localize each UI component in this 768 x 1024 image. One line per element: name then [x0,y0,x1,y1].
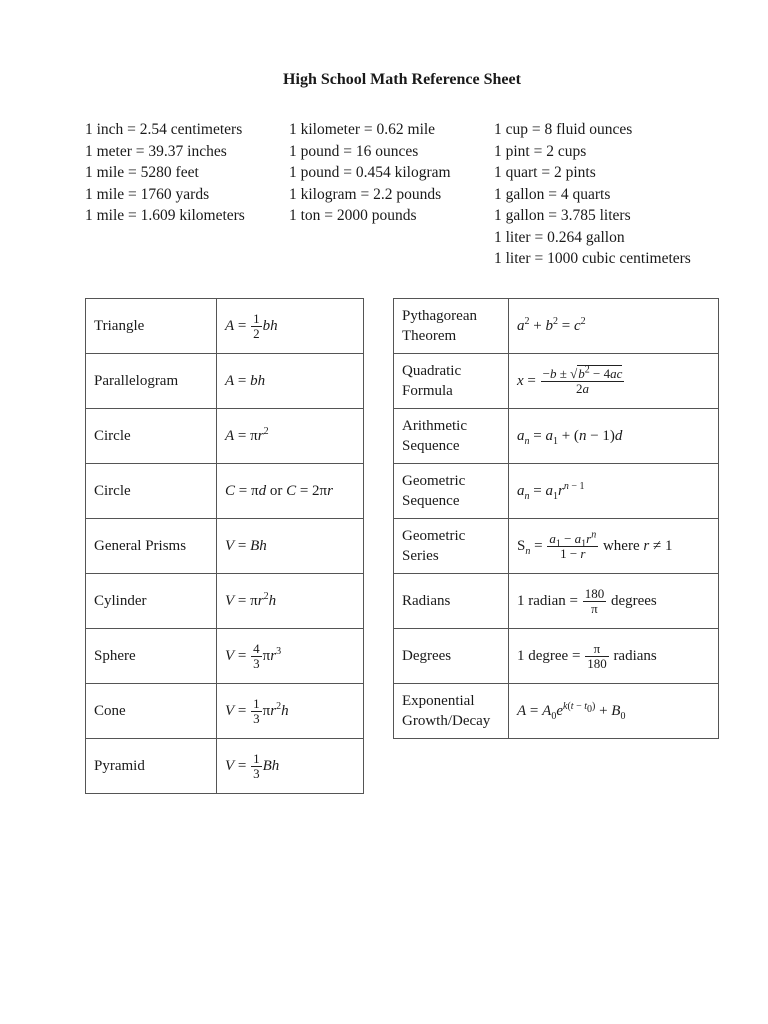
conversion-column-volume [494,119,691,270]
theorem-formulas-table [393,298,719,739]
formula-name: Geometric Series [394,519,509,574]
conversion-item: 1 quart = 2 pints [494,164,596,181]
shape-formulas-table [85,298,364,794]
formula-name: Sphere [86,629,217,684]
sphere-volume-formula: V = $\frac{4}{3}$ $\pi r^3$ [217,629,364,684]
geometric-sequence-formula: $a_n = a_1r^{n - 1}$ [509,464,719,519]
table-row [86,519,364,574]
conversion-item: 1 mile = 1.609 kilometers [85,207,245,224]
conversion-item: 1 gallon = 3.785 liters [494,207,631,224]
table-row [86,629,364,684]
exponential-formula: $A = A_0e^{k(t - t_0)} + B_0$ [509,684,719,739]
table-row [86,739,364,794]
table-row [394,409,719,464]
conversion-item: 1 kilometer = 0.62 mile [289,121,436,138]
pythagorean-formula: $a^2 + b^2 = c^2$ [509,299,719,354]
formula-name: Arithmetic Sequence [394,409,509,464]
cone-volume-formula: V = $\frac{1}{3}$ $\pi r^2h$ [217,684,364,739]
cylinder-volume-formula: $V = \pi r^2h$ [217,574,364,629]
conversion-column-mass [289,119,451,227]
or-text: or [269,483,283,499]
formula-name: Geometric Sequence [394,464,509,519]
circle-area-formula: $A = \pi r^2$ [217,409,364,464]
conversion-item: 1 liter = 1000 cubic centimeters [494,250,691,267]
conversion-item: 1 pint = 2 cups [494,142,587,160]
where-text: where [602,537,640,554]
table-row [86,354,364,409]
prism-volume-formula: V = Bh [217,519,364,574]
formula-name: Circle [86,464,217,519]
table-row [86,299,364,354]
conversion-item: 1 pound = 16 ounces [289,142,419,160]
conversion-item: 1 ton = 2000 pounds [289,207,417,224]
table-row [86,464,364,519]
table-row [394,684,719,739]
formula-name: Pythagorean Theorem [394,299,509,354]
arithmetic-sequence-formula: $a_n = a_1 + (n - 1)d$ [509,409,719,464]
conversion-item: 1 mile = 5280 feet [85,164,199,181]
circle-circumference-formula: C = πd or C = 2πr [217,464,364,519]
conversion-item: 1 mile = 1760 yards [85,185,210,203]
formula-name: Parallelogram [86,354,217,409]
table-row [86,409,364,464]
table-row [86,574,364,629]
formula-name: Degrees [394,629,509,684]
table-row [394,629,719,684]
parallelogram-area-formula: A = bh [217,354,364,409]
table-row [394,354,719,409]
formula-name: Cylinder [86,574,217,629]
table-row [394,574,719,629]
conversion-item: 1 pound = 0.454 kilogram [289,164,451,181]
triangle-area-formula: A = $\frac{1}{2}$ bh [217,299,364,354]
conversion-item: 1 meter = 39.37 inches [85,142,227,160]
radians-formula: 1 radian = $\frac{180}{\pi}$ degrees [509,574,719,629]
formula-name: Exponential Growth/Decay [394,684,509,739]
formula-name: General Prisms [86,519,217,574]
conversion-item: 1 gallon = 4 quarts [494,185,611,203]
formula-name: Pyramid [86,739,217,794]
formula-name: Triangle [86,299,217,354]
conversion-item: 1 inch = 2.54 centimeters [85,121,243,138]
formula-name: Cone [86,684,217,739]
quadratic-formula: x = $\frac{-b \pm √b^2 - 4ac}{2a}$ [509,354,719,409]
conversion-item: 1 kilogram = 2.2 pounds [289,185,442,203]
conversion-item: 1 liter = 0.264 gallon [494,228,625,246]
geometric-series-formula: $S_n$ = $\frac{a_1 - a_1r^n}{1 - r}$ where r ≠ 1 [509,519,719,574]
table-row [394,464,719,519]
table-row [86,684,364,739]
conversion-column-length [85,119,245,227]
formula-name: Radians [394,574,509,629]
table-row [394,299,719,354]
formula-name: Circle [86,409,217,464]
pyramid-volume-formula: V = $\frac{1}{3}$ Bh [217,739,364,794]
formula-name: Quadratic Formula [394,354,509,409]
page-title: High School Math Reference Sheet [283,71,521,88]
table-row [394,519,719,574]
degrees-formula: 1 degree = $\frac{\pi}{180}$ radians [509,629,719,684]
conversion-item: 1 cup = 8 fluid ounces [494,121,633,138]
